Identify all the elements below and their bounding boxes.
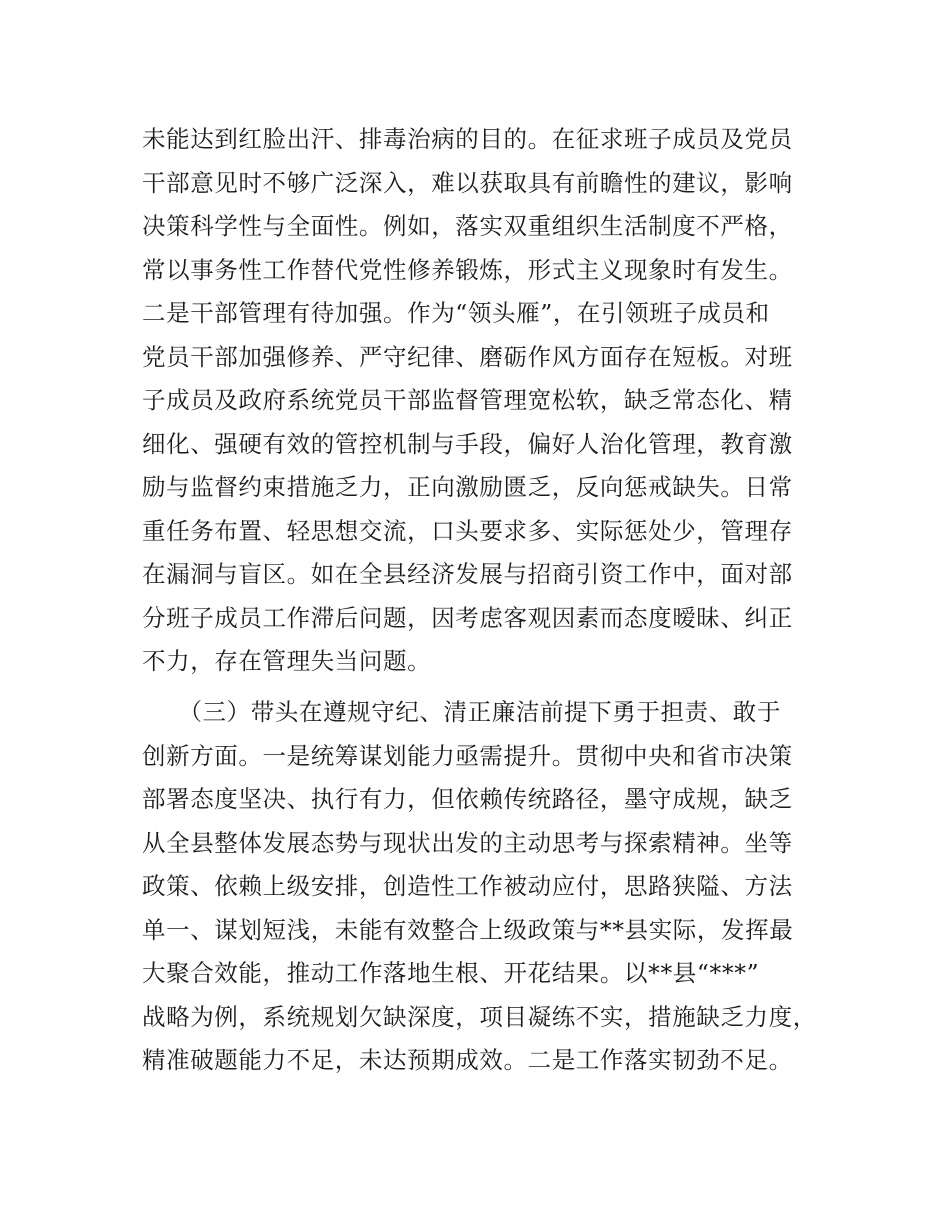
paragraph-2	[142, 691, 822, 1083]
text-line: 单一、谋划短浅，未能有效整合上级政策与**县实际，发挥最	[142, 915, 794, 944]
text-line: 大聚合效能，推动工作落地生根、开花结果。以**县“***”	[142, 959, 760, 987]
text-line: 二是干部管理有待加强。作为“领头雁”，在引领班子成员和	[142, 299, 770, 327]
text-line: 重任务布置、轻思想交流，口头要求多、实际惩处少，管理存	[142, 516, 793, 545]
text-line: 精准破题能力不足，未达预期成效。二是工作落实韧劲不足。	[142, 1046, 793, 1074]
text-line: 党员干部加强修养、严守纪律、磨砺作风方面存在短板。对班	[142, 342, 793, 371]
text-line: 细化、强硬有效的管控机制与手段，偏好人治化管理，教育激	[142, 429, 793, 458]
text-line: 从全县整体发展态势与现状出发的主动思考与探索精神。坐等	[142, 828, 793, 857]
text-line: 在漏洞与盲区。如在全县经济发展与招商引资工作中，面对部	[142, 560, 793, 588]
text-line: 决策科学性与全面性。例如，落实双重组织生活制度不严格，	[142, 212, 793, 240]
text-line: 创新方面。一是统筹谋划能力亟需提升。贯彻中央和省市决策	[142, 741, 793, 770]
text-line: 不力，存在管理失当问题。	[142, 647, 432, 675]
text-line: 战略为例，系统规划欠缺深度，项目凝练不实，措施缺乏力度，	[142, 1002, 817, 1031]
paragraph-1	[142, 118, 822, 684]
text-line: 励与监督约束措施乏力，正向激励匮乏，反向惩戒缺失。日常	[142, 473, 793, 501]
text-line: 政策、依赖上级安排，创造性工作被动应付，思路狭隘、方法	[142, 872, 793, 900]
text-line: 未能达到红脸出汗、排毒治病的目的。在征求班子成员及党员	[142, 125, 793, 153]
text-line: （三）带头在遵规守纪、清正廉洁前提下勇于担责、敢于	[142, 698, 781, 726]
text-line: 干部意见时不够广泛深入，难以获取具有前瞻性的建议，影响	[142, 168, 793, 197]
text-line: 部署态度坚决、执行有力，但依赖传统路径，墨守成规，缺乏	[142, 785, 793, 813]
text-line: 子成员及政府系统党员干部监督管理宽松软，缺乏常态化、精	[142, 386, 793, 414]
text-line: 分班子成员工作滞后问题，因考虑客观因素而态度暧昧、纠正	[142, 603, 793, 632]
text-line: 常以事务性工作替代党性修养锻炼，形式主义现象时有发生。	[142, 255, 793, 284]
